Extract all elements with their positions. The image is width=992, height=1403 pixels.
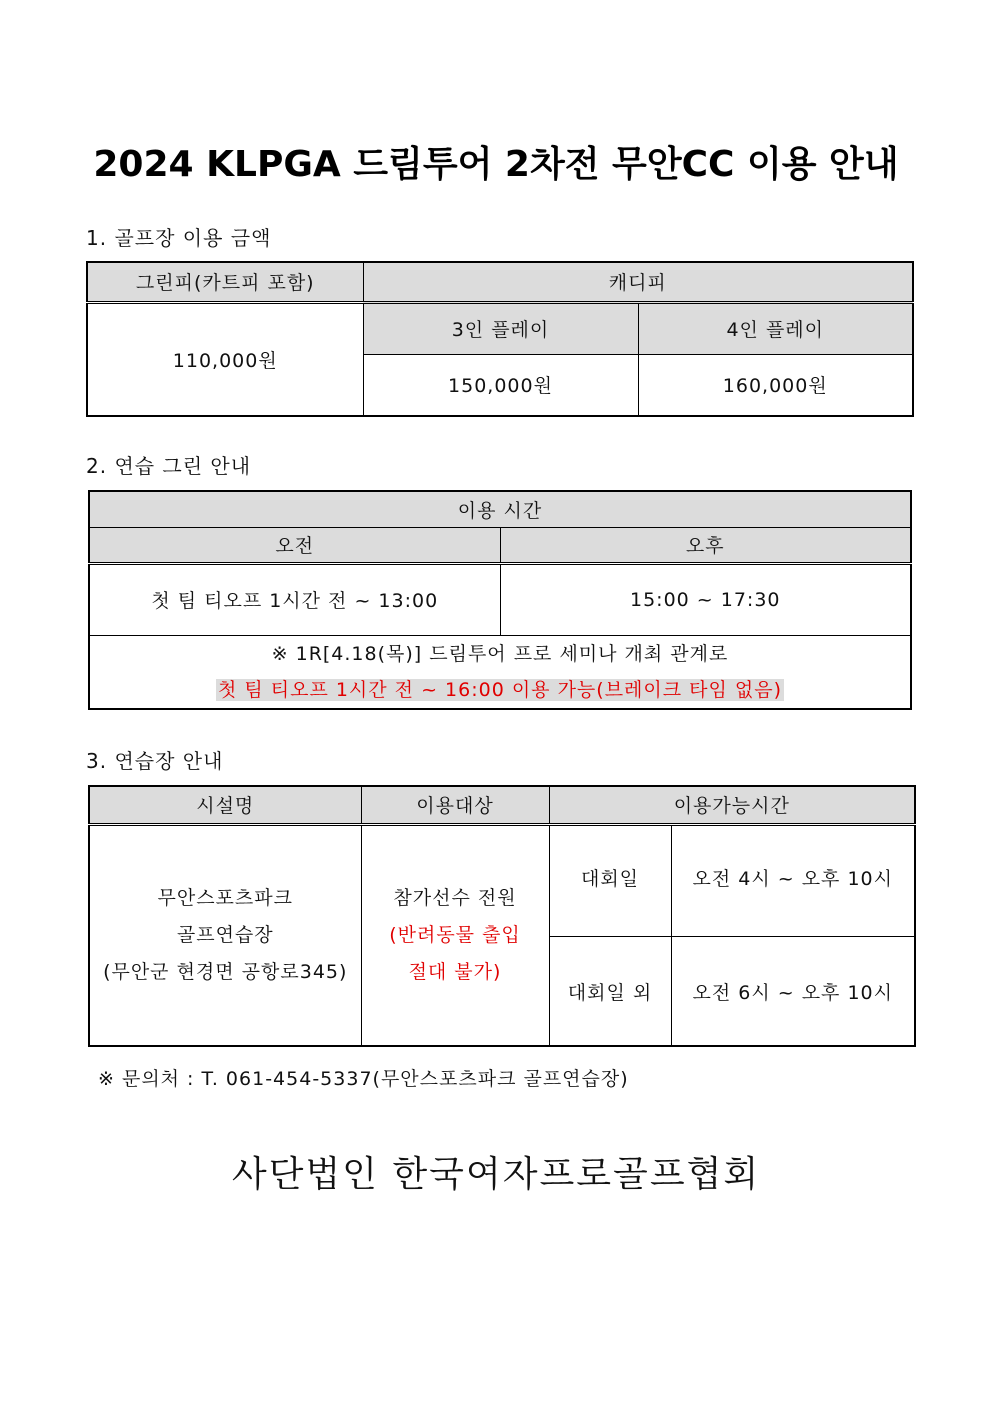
morning-header: 오전 xyxy=(89,527,500,563)
hours-header: 이용가능시간 xyxy=(549,786,915,824)
caddie-fee-header: 캐디피 xyxy=(363,262,913,302)
page-title: 2024 KLPGA 드림투어 2차전 무안CC 이용 안내 xyxy=(93,144,899,185)
driving-range-table xyxy=(88,785,916,1047)
organization-name: 사단법인 한국여자프로골프협회 xyxy=(231,1154,761,1195)
contact-note: ※ 문의처 : T. 061-454-5337(무안스포츠파크 골프연습장) xyxy=(98,1068,629,1090)
play3-header: 3인 플레이 xyxy=(363,302,638,354)
section-3-heading: 3. 연습장 안내 xyxy=(86,749,224,773)
tournament-day-label: 대회일 xyxy=(549,824,671,936)
practice-green-note xyxy=(89,635,911,709)
section-2-heading: 2. 연습 그린 안내 xyxy=(86,454,252,478)
afternoon-value: 15:00 ~ 17:30 xyxy=(500,563,911,635)
play4-value: 160,000원 xyxy=(722,375,828,398)
facility-type: 골프연습장 xyxy=(176,923,274,946)
golf-fee-table xyxy=(86,261,914,417)
facility-address: (무안군 현경면 공항로345) xyxy=(103,960,348,983)
target-pet-notice-1: (반려동물 출입 xyxy=(389,923,521,946)
afternoon-header: 오후 xyxy=(500,527,911,563)
play4-header: 4인 플레이 xyxy=(638,302,913,354)
note-line-2: 첫 팀 티오프 1시간 전 ~ 16:00 이용 가능(브레이크 타임 없음) xyxy=(217,678,783,701)
facility-cell xyxy=(89,824,361,1046)
note-line-1: ※ 1R[4.18(목)] 드림투어 프로 세미나 개최 관계로 xyxy=(271,642,729,665)
target-pet-notice-2: 절대 불가) xyxy=(408,960,502,983)
target-cell xyxy=(361,824,549,1046)
usage-time-header: 이용 시간 xyxy=(89,491,911,527)
section-1-heading: 1. 골프장 이용 금액 xyxy=(86,226,272,250)
facility-name: 무안스포츠파크 xyxy=(157,886,293,909)
other-day-label: 대회일 외 xyxy=(549,936,671,1046)
tournament-day-hours: 오전 4시 ~ 오후 10시 xyxy=(671,824,915,936)
other-day-hours: 오전 6시 ~ 오후 10시 xyxy=(692,982,893,1005)
practice-green-table xyxy=(88,490,912,710)
morning-value: 첫 팀 티오프 1시간 전 ~ 13:00 xyxy=(89,563,500,635)
target-all-players: 참가선수 전원 xyxy=(393,886,517,909)
green-fee-value: 110,000원 xyxy=(87,302,363,416)
play3-value: 150,000원 xyxy=(363,354,638,416)
facility-header: 시설명 xyxy=(89,786,361,824)
target-header: 이용대상 xyxy=(361,786,549,824)
green-fee-header: 그린피(카트피 포함) xyxy=(87,262,363,302)
